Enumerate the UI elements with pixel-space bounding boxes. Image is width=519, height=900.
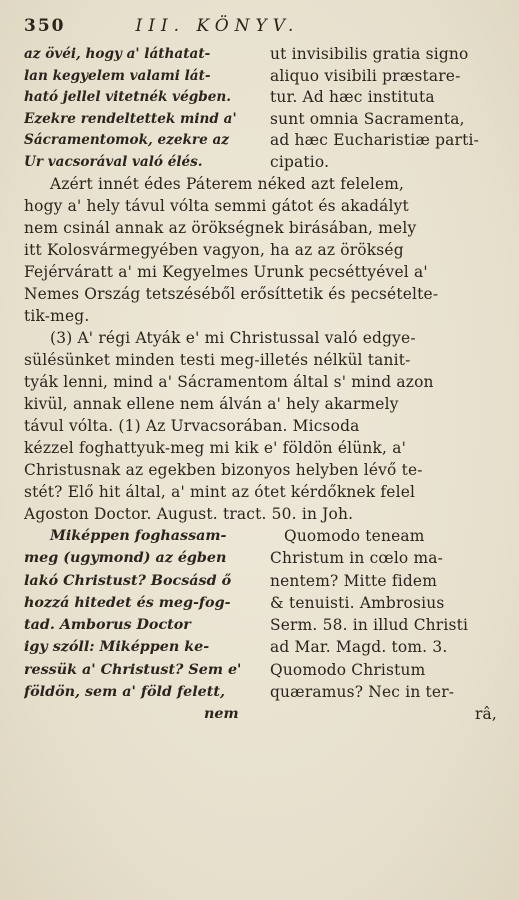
text-line: quæramus? Nec in ter- [270, 683, 455, 702]
text-line: nem csinál annak az örökségnek birásában, mely [24, 219, 417, 237]
text-line: Fejérváratt a' mi Kegyelmes Urunk pecséttyével a' [24, 263, 428, 281]
text-line: ad Mar. Magd. tom. 3. [270, 638, 448, 657]
page-number: 350 [24, 16, 66, 36]
text-line: Sácramentomok, ezekre az [24, 132, 229, 148]
text-line: távul vólta. (1) Az Urvacsorában. Micsoda [24, 417, 360, 435]
text-line: tyák lenni, mind a' Sácramentom által s' mind azon [24, 373, 434, 391]
catchword-right: râ, [474, 705, 497, 724]
text-line: hogy a' hely távul vólta semmi gátot és akadályt [24, 197, 409, 215]
text-line: igy szóll: Miképpen ke- [24, 639, 210, 656]
text-line: Ezekre rendeltettek mind a' [24, 110, 237, 127]
text-line: Serm. 58. in illud Christi [270, 616, 469, 635]
text-line: Ur vacsorával való élés. [24, 153, 203, 170]
text-line: ad hæc Eucharistiæ parti- [270, 131, 480, 149]
text-line: sunt omnia Sacramenta, [270, 109, 465, 128]
latin-column [270, 525, 497, 726]
text-line: Christum in cœlo ma- [270, 549, 444, 568]
text-line: ressük a' Christust? Sem e' [24, 661, 242, 678]
hungarian-column [24, 525, 252, 726]
text-line: (3) A' régi Atyák e' mi Christussal való edgye- [50, 329, 416, 347]
text-line: földön, sem a' föld felett, [24, 684, 225, 701]
text-line: sülésünket minden testi meg-illetés nélkül tanit- [24, 351, 411, 369]
text-line: lan kegyelem valami lát- [24, 67, 211, 84]
text-line: kézzel foghattyuk-meg mi kik e' földön élünk, a' [24, 439, 407, 457]
text-line: itt Kolosvármegyében vagyon, ha az az örökség [24, 241, 404, 259]
text-line: Azért innét édes Páterem néked azt felelem, [50, 175, 405, 193]
latin-column [270, 44, 497, 173]
parallel-block-2 [24, 525, 497, 726]
text-line: Miképpen foghassam- [50, 528, 227, 544]
text-line: Quomodo Christum [270, 660, 426, 679]
hungarian-column [24, 44, 252, 173]
text-line: aliquo visibili præstare- [270, 66, 461, 85]
text-line: tad. Amborus Doctor [24, 617, 191, 634]
text-line: ható jellel vitetnék végben. [24, 89, 231, 105]
text-line: ut invisibilis gratia signo [270, 45, 469, 63]
text-line: Nemes Ország tetszéséből erősíttetik és pecsételte- [24, 285, 439, 303]
text-line: Quomodo teneam [284, 527, 425, 545]
text-line: tur. Ad hæc instituta [270, 88, 435, 106]
text-line: & tenuisti. Ambrosius [270, 593, 445, 612]
text-line: Agoston Doctor. August. tract. 50. in Joh. [24, 505, 354, 523]
text-line: hozzá hitedet és meg-fog- [24, 594, 231, 611]
text-line: tik-meg. [24, 307, 90, 325]
book-title: III. KÖNYV. [135, 16, 300, 36]
text-line: stét? Elő hit által, a' mint az ótet kérdőknek felel [24, 483, 416, 501]
text-line: lakó Christust? Bocsásd ő [24, 572, 232, 589]
text-line: kivül, annak ellene nem álván a' hely akarmely [24, 395, 399, 413]
text-line: nentem? Mitte fidem [270, 571, 437, 590]
text-line: az övéi, hogy a' láthatat- [24, 46, 211, 62]
parallel-block-1 [24, 44, 497, 173]
text-line: Christusnak az egekben bizonyos helyben lévő te- [24, 461, 423, 479]
catchword-left: nem [204, 706, 239, 723]
main-paragraphs [24, 173, 497, 525]
text-line: cipatio. [270, 152, 330, 171]
text-line: meg (ugymond) az égben [24, 550, 227, 567]
running-head [24, 16, 497, 42]
